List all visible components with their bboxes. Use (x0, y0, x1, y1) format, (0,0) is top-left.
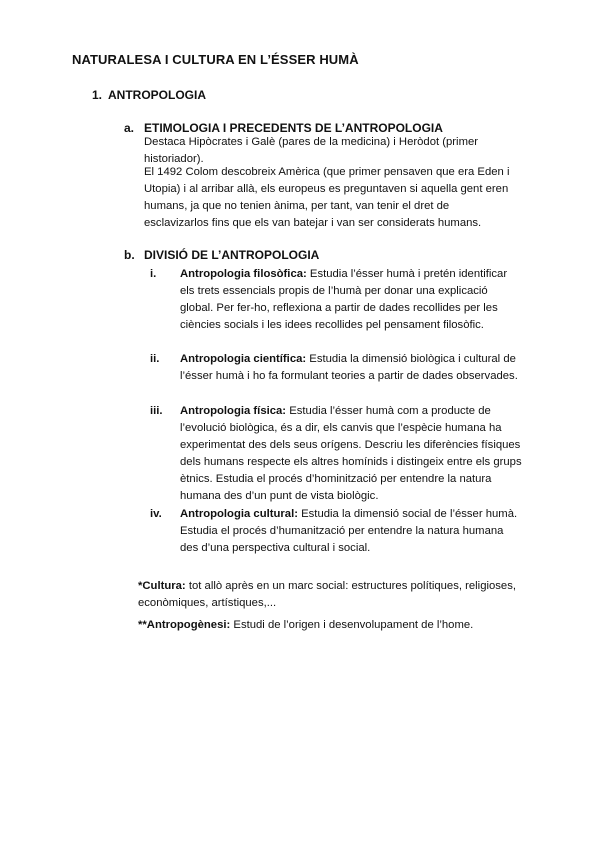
note-cultura (138, 578, 518, 612)
list-item-term: Antropologia científica: (180, 353, 307, 365)
list-item-text (180, 266, 522, 334)
list-item-text (180, 506, 522, 557)
list-item-description: Estudia la dimensió biològica i cultural de l’ésser humà i ho fa formulant teories a partir de dades observades. (180, 353, 518, 382)
list-item-text (180, 351, 522, 385)
note-text: tot allò après en un marc social: estructures polítiques, religioses, econòmiques, artístiques,... (138, 580, 516, 609)
section-heading-antropologia (92, 88, 206, 102)
list-item-term: Antropologia cultural: (180, 508, 298, 520)
list-item-description: Estudia l’ésser humà i pretén identificar els trets essencials propis de l’humà per donar una explicació global. Per fer-ho, reflexiona a partir de dades recollides per les ciències socials i les idees recollides pel pensament filosòfic. (180, 268, 508, 331)
subsection-heading-divisio (124, 248, 319, 262)
list-item-number: iii. (150, 405, 163, 417)
list-item-description: Estudia l’ésser humà com a producte de l’evolució biològica, és a dir, els canvis que l’espècie humana ha experimentat des dels seus orígens. Descriu les diferències físiques dels humans respecte els altres homínids i distingeix entre els grups ètnics. Estudia el procés d’hominització per entendre la natura humana des d’un punt de vista biològic. (180, 405, 522, 502)
subsection-number: a. (124, 121, 135, 135)
etimologia-paragraph-1: Destaca Hipòcrates i Galè (pares de la medicina) i Heròdot (primer historiador). (144, 136, 479, 165)
note-term: **Antropogènesi: (138, 619, 231, 631)
subsection-heading-etimologia (124, 121, 443, 135)
note-term: *Cultura: (138, 580, 186, 592)
list-item-description: Estudia la dimensió social de l’ésser humà. Estudia el procés d’humanització per entendre la natura humana des d’una perspectiva cultural i social. (180, 508, 518, 554)
list-item-number: ii. (150, 353, 160, 365)
note-antropogenesi (138, 617, 518, 634)
section-number: 1. (92, 88, 103, 102)
subsection-title: DIVISIÓ DE L’ANTROPOLOGIA (144, 248, 320, 262)
list-item-number: i. (150, 268, 157, 280)
note-text: Estudi de l’origen i desenvolupament de l’home. (230, 619, 474, 631)
list-item-text (180, 403, 522, 505)
section-title: ANTROPOLOGIA (108, 88, 206, 102)
list-item-term: Antropologia física: (180, 405, 287, 417)
etimologia-paragraph-2: El 1492 Colom descobreix Amèrica (que primer pensaven que era Eden i Utopia) i al arribar allà, els europeus es preguntaven si aquella gent eren humans, ja que no tenien ànima, per tant, van tenir el dret de esclavizarlos fins que els van batejar i van ser considerats humans. (144, 166, 510, 229)
subsection-number: b. (124, 248, 135, 262)
list-item-number: iv. (150, 508, 162, 520)
list-item-term: Antropologia filosòfica: (180, 268, 307, 280)
subsection-title: ETIMOLOGIA I PRECEDENTS DE L’ANTROPOLOGIA (144, 121, 443, 135)
document-title: NATURALESA I CULTURA EN L’ÉSSER HUMÀ (72, 52, 359, 67)
